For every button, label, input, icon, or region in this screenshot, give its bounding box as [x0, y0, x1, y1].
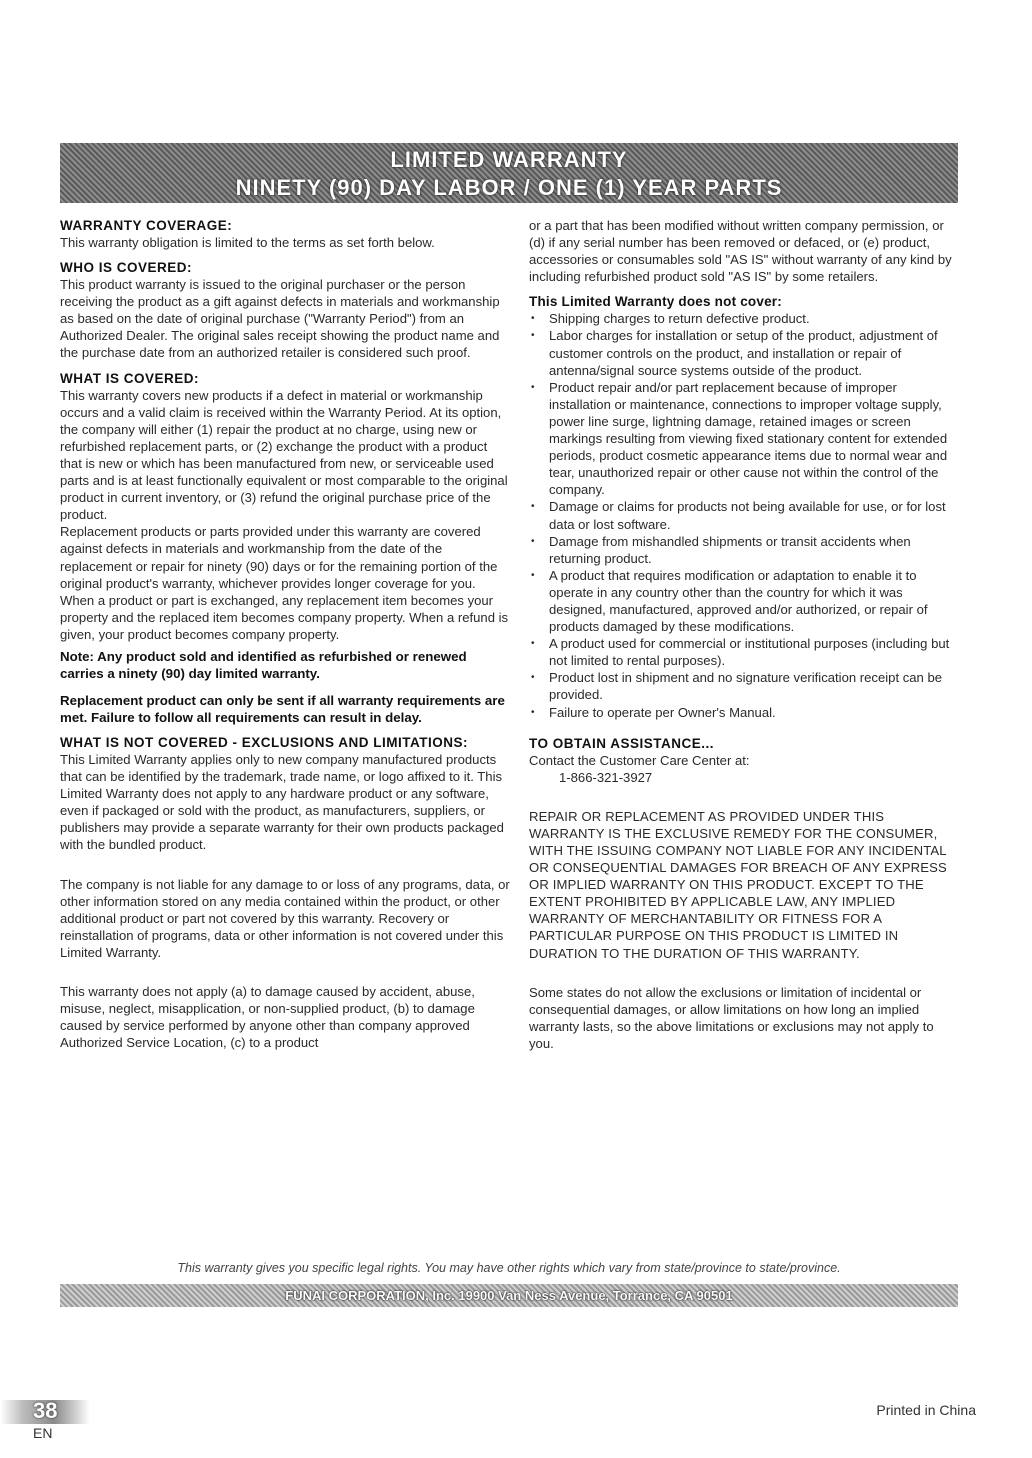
not-apply-text: This warranty does not apply (a) to damage caused by accident, abuse, misuse, neglect, misapplication, or non-supplied product, (b) to damage caused by service performed by anyone other than company approved Authorized Service Location, (c) to a product [60, 984, 475, 1051]
right-column [529, 217, 957, 1052]
page-number: 38 [33, 1398, 58, 1423]
list-item: • A product that requires modification or adaptation to enable it to operate in any country other than the country for which it was designed, manufactured, approved and/or authorized, or repair of products damaged by these modifications. [529, 567, 957, 635]
page-number-badge [0, 1400, 90, 1424]
assistance-heading: TO OBTAIN ASSISTANCE... [529, 735, 715, 751]
list-item: • Product lost in shipment and no signature verification receipt can be provided. [529, 669, 957, 703]
liability-text: The company is not liable for any damage to or loss of any programs, data, or other information stored on any media contained within the product, or other additional product or part not covered by this warranty. Recovery or reinstallation of programs, data or other information is not covered under this Limited Warranty. [60, 876, 510, 960]
list-item: • Product repair and/or part replacement because of improper installation or maintenance, connections to improper voltage supply, power line surge, lightning damage, retained images or screen markings resulting from viewing fixed stationary content for extended periods, product cosmetic appearance items due to normal wear and tear, unauthorized repair or other cause not within the control of the company. [529, 379, 957, 499]
customer-care-phone: 1-866-321-3927 [559, 769, 653, 785]
printed-in: Printed in China [876, 1402, 976, 1418]
who-covered-text: This product warranty is issued to the original purchaser or the person receiving the product as a gift against defects in materials and workmanship as based on the date of original purchase ("Warranty Period") from an Authorized Dealer. The original sales receipt showing the product name and the purchase date from an authorized retailer is considered such proof. [60, 277, 500, 361]
assistance-text: Contact the Customer Care Center at: [529, 752, 750, 768]
list-item: • Damage from mishandled shipments or transit accidents when returning product. [529, 533, 957, 567]
who-covered-heading: WHO IS COVERED: [60, 260, 193, 276]
state-limitations-text: Some states do not allow the exclusions or limitation of incidental or consequential damages, or allow limitations on how long an implied warranty lasts, so the above limitations or exclusions may not apply to you. [529, 984, 934, 1051]
coverage-heading: WARRANTY COVERAGE: [60, 218, 233, 233]
list-item: • Shipping charges to return defective product. [529, 310, 957, 327]
list-item: • Failure to operate per Owner's Manual. [529, 704, 957, 721]
company-address-bar: FUNAI CORPORATION, Inc. 19900 Van Ness Avenue, Torrance, CA 90501 [60, 1284, 958, 1307]
left-column [60, 217, 510, 1051]
list-item: • Labor charges for installation or setup of the product, adjustment of customer controls on the product, and installation or repair of antenna/signal source systems outside of the product. [529, 327, 957, 378]
exclusive-remedy-text: REPAIR OR REPLACEMENT AS PROVIDED UNDER THIS WARRANTY IS THE EXCLUSIVE REMEDY FOR THE CONSUMER, WITH THE ISSUING COMPANY NOT LIABLE FOR ANY INCIDENTAL OR CONSEQUENTIAL DAMAGES FOR BREACH OF ANY EXPRESS OR IMPLIED WARRANTY ON THIS PRODUCT. EXCEPT TO THE EXTENT PROHIBITED BY APPLICABLE LAW, ANY IMPLIED WARRANTY OF MERCHANTABILITY OR FITNESS FOR A PARTICULAR PURPOSE ON THIS PRODUCT IS LIMITED IN DURATION TO THE DURATION OF THIS WARRANTY. [529, 808, 947, 961]
language-code: EN [33, 1425, 53, 1441]
not-covered-heading: WHAT IS NOT COVERED - EXCLUSIONS AND LIMITATIONS: [60, 734, 468, 750]
what-covered-heading: WHAT IS COVERED: [60, 370, 199, 386]
coverage-text: This warranty obligation is limited to the terms as set forth below. [60, 235, 435, 250]
list-item: • A product used for commercial or institutional purposes (including but not limited to rental purposes). [529, 635, 957, 669]
not-covered-text: This Limited Warranty applies only to new company manufactured products that can be identified by the trademark, trade name, or logo affixed to it. This Limited Warranty does not apply to any hardware product or any software, even if packaged or sold with the product, as manufacturers, suppliers, or publishers may provide a separate warranty for their own products packaged with the bundled product. [60, 751, 504, 853]
continued-text: or a part that has been modified without written company permission, or (d) if any serial number has been removed or defaced, or (e) product, accessories or consumables sold "AS IS" without warranty of any kind by including refurbished product sold "AS IS" by some retailers. [529, 218, 952, 285]
list-item: • Damage or claims for products not being available for use, or for lost data or lost software. [529, 498, 957, 532]
refurbished-note: Note: Any product sold and identified as refurbished or renewed carries a ninety (90) day limited warranty. [60, 648, 467, 681]
warranty-title-banner [60, 143, 958, 203]
banner-subtitle: NINETY (90) DAY LABOR / ONE (1) YEAR PARTS [235, 175, 783, 200]
what-covered-text: This warranty covers new products if a defect in material or workmanship occurs and a valid claim is received within the Warranty Period. At its option, the company will either (1) repair the product at no charge, using new or refurbished replacement parts, or (2) exchange the product with a product that is new or which has been manufactured from new, or serviceable used parts and is at least functionally equivalent or most comparable to the original product in current inventory, or (3) refund the original purchase price of the product. [60, 387, 508, 523]
does-not-cover-heading: This Limited Warranty does not cover: [529, 294, 782, 310]
banner-title: LIMITED WARRANTY [390, 147, 628, 172]
requirements-note: Replacement product can only be sent if all warranty requirements are met. Failure to follow all requirements can result in delay. [60, 692, 505, 725]
exclusions-list [529, 310, 957, 720]
replacement-text: Replacement products or parts provided under this warranty are covered against defects in materials and workmanship from the date of the replacement or repair for ninety (90) days or for the remaining portion of the original product's warranty, whichever provides longer coverage for you. When a product or part is exchanged, any replacement item becomes your property and the replaced item becomes company property. When a refund is given, your product becomes company property. [60, 524, 509, 642]
legal-rights-line: This warranty gives you specific legal rights. You may have other rights which vary from state/province to state/province. [177, 1261, 841, 1275]
